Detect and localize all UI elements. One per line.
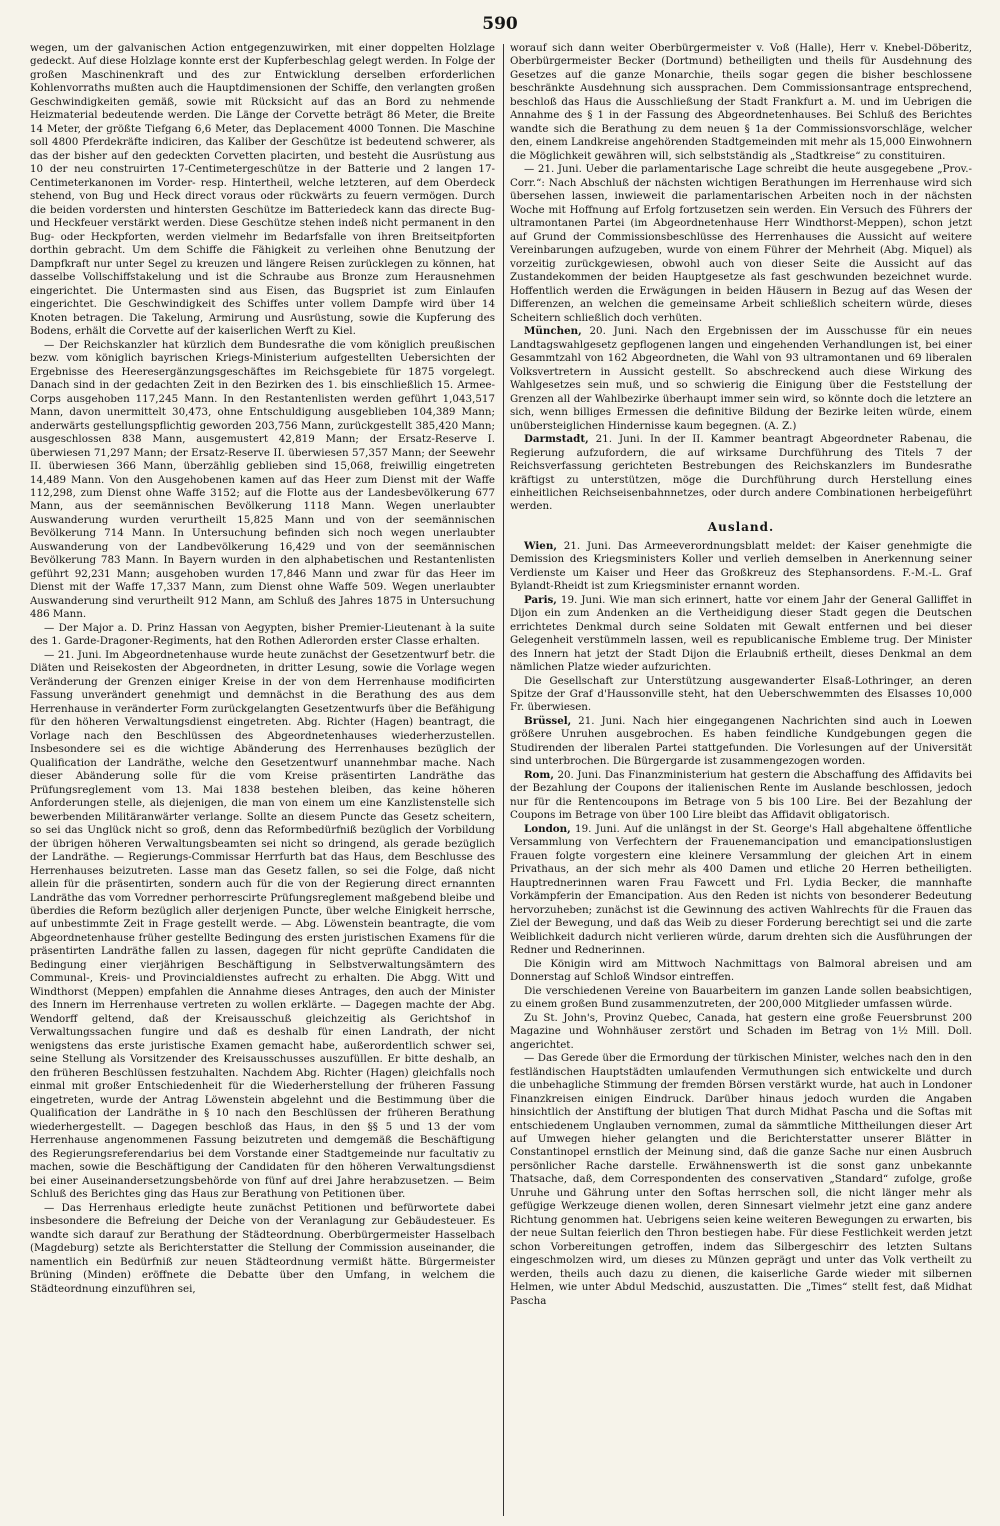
article-paragraph [510, 42, 972, 163]
paragraph-text: — 21. Juni. Im Abgeordnetenhause wurde heute zunächst der Gesetzentwurf betr. die Diäten und Reisekosten der Abgeordneten, in dritter Lesung, sowie die Vorlage wegen Veränderung der Grenzen einiger Kreise in der von dem Herrenhause modificirten Fassung unverändert genehmigt und demnächst in die Berathung des aus dem Herrenhause in veränderter Form zurückgelangten Gesetzentwurfs über die Befähigung für den höheren Verwaltungsdienst eingetreten. Abg. Richter (Hagen) beantragt, die Vorlage nach den Beschlüssen des Abgeordnetenhauses wiederherzustellen. Insbesondere sei es die wichtige Abänderung des Herrenhauses bezüglich der Qualification der Landräthe, welche den Gesetzentwurf unannehmbar mache. Nach dieser Abänderung solle für die vom Kreise präsentirten Landräthe das Prüfungsreglement vom 13. Mai 1838 bestehen bleiben, das keine höheren Anforderungen stelle, als diejenigen, die man von einem um eine Kanzlistenstelle sich bewerbenden Militäranwärter verlange. Sollte an diesem Puncte das Gesetz scheitern, so sei das Unglück nicht so groß, denn das Reformbedürfniß bezüglich der Vorbildung der übrigen höheren Verwaltungsbeamten sei nicht so dringend, als gerade bezüglich der Landräthe. — Regierungs-Commissar Herrfurth bat das Haus, dem Beschlusse des Herrenhauses beizutreten. Lasse man das Gesetz fallen, so sei die Folge, daß nicht allein für die präsentirten, sondern auch für die von der Regierung direct ernannten Landräthe das vom Vorredner perhorrescirte Prüfungsreglement maßgebend bleibe und überdies die Reform bezüglich aller derjenigen Puncte, über welche Einigkeit herrsche, auf unbestimmte Zeit in Frage gestellt werde. — Abg. Löwenstein beantragte, die vom Abgeordnetenhause früher gestellte Bedingung des ersten juristischen Examens für die präsentirten Landräthe fallen zu lassen, dagegen für nicht geprüfte Candidaten die Bedingung einer vierjährigen Beschäftigung in Selbstverwaltungsämtern des Communal-, Kreis- und Provincialdienstes aufrecht zu erhalten. Die Abgg. Witt und Windthorst (Meppen) empfahlen die Annahme dieses Antrages, den auch der Minister des Innern im Herrenhause vertreten zu wollen erklärte. — Dagegen machte der Abg. Wendorff geltend, daß der Kreisausschuß gleichzeitig als Gerichtshof in Verwaltungssachen fungire und daß es deshalb für einen Landrath, der nicht wenigstens das erste juristische Examen gemacht habe, außerordentlich schwer sei, seine Stellung als Vorsitzender des Kreisausschusses auszufüllen. Er bitte deshalb, an den früheren Beschlüssen festzuhalten. Nachdem Abg. Richter (Hagen) gleichfalls noch einmal mit großer Entschiedenheit für die Wiederherstellung der früheren Fassung eingetreten, wurde der Antrag Löwenstein abgelehnt und die Bestimmung über die Qualification der Landräthe in § 10 nach den Beschlüssen der früheren Berathung wiederhergestellt. — Dagegen beschloß das Haus, in den §§ 5 und 13 der vom Herrenhause angenommenen Fassung beizutreten und demgemäß die Beschäftigung des Regierungsreferendarius bei dem Vorstande einer Stadtgemeinde nur facultativ zu machen, sowie die Beschäftigung der Candidaten für den höheren Verwaltungsdienst bei einer Auseinandersetzungsbehörde von fünf auf drei Jahre herabzusetzen. — Beim Schluß des Berichtes ging das Haus zur Berathung von Petitionen über. [30, 648, 495, 1201]
paragraph-text: Zu St. John's, Provinz Quebec, Canada, hat gestern eine große Feuersbrunst 200 Magazine und Wohnhäuser zerstört und Schaden im Betrag von 1½ Mill. Doll. angerichtet. [510, 1011, 972, 1051]
article-paragraph [510, 769, 972, 823]
paragraph-text: — 21. Juni. Ueber die parlamentarische Lage schreibt die heute ausgegebene „Prov.-Corr.“: Nach Abschluß der nächsten wichtigen Berathungen im Herrenhause wird sich übersehen lassen, inwieweit die parlamentarischen Arbeiten noch in der nächsten Woche mit Hoffnung auf Erfolg fortzusetzen sein werden. Ein Versuch des Führers der ultramontanen Partei (im Abgeordnetenhause Herr Windthorst-Meppen), schon jetzt auf Grund der Commissionsbeschlüsse des Herrenhauses die Aussicht auf weitere Vereinbarungen aufzugeben, wurde von einem Führer der Mehrheit (Abg. Miquel) als vorzeitig zurückgewiesen, obwohl auch von dieser Seite die Aussicht auf das Zustandekommen der beiden Hauptgesetze als fast geschwunden bezeichnet wurde. Hoffentlich werden die Erwägungen in beiden Häusern in Bezug auf das Wesen der Differenzen, an welchen die gemeinsame Arbeit schließlich scheitern würde, dieses Scheitern schließlich doch verhüten. [510, 163, 972, 324]
article-paragraph [510, 433, 972, 514]
article-paragraph [510, 325, 972, 433]
paragraph-text: 21. Juni. Das Armeeverordnungsblatt meldet: der Kaiser genehmigte die Demission des Kriegsministers Koller und verlieh demselben in Anerkennung seiner Verdienste um Kaiser und Heer das Großkreuz des Stephansordens. F.-M.-L. Graf Bylandt-Rheidt ist zum Kriegsminister ernannt worden. [510, 539, 972, 593]
paragraph-text: 20. Juni. Nach den Ergebnissen der im Ausschusse für ein neues Landtagswahlgesetz gepflogenen langen und eingehenden Verhandlungen ist, bei einer Gesammtzahl von 162 Abgeordneten, die Wahl von 93 ultramontanen und 69 liberalen Volksvertretern in Aussicht gestellt. So abschreckend auch diese Wirkung des Wahlgesetzes sein muß, und so schwierig die Einigung über die Feststellung der Grenzen all der Wahlbezirke überhaupt immer sein wird, so könnte doch die letztere an sich, wenn billiges Ermessen die definitive Bildung der Bezirke leiten würde, einem unübersteiglichen Hindernisse kaum begegnen. (A. Z.) [510, 325, 972, 432]
section-heading: Ausland. [707, 519, 775, 534]
dateline-place: London, [524, 822, 571, 835]
paragraph-text: — Das Herrenhaus erledigte heute zunächst Petitionen und befürwortete dabei insbesondere die Befreiung der Deiche von der Veranlagung zur Gebäudesteuer. Es wandte sich darauf zur Berathung der Städteordnung. Oberbürgermeister Hasselbach (Magdeburg) setzte als Berichterstatter die Stellung der Commission auseinander, die namentlich ein Bedürfniß zur neuen Städteordnung vermißt hätte. Bürgermeister Brüning (Minden) eröffnete die Debatte über den Umfang, in welchem die Städteordnung einzuführen sei, [30, 1201, 495, 1295]
paragraph-text: wegen, um der galvanischen Action entgegenzuwirken, mit einer doppelten Holzlage gedeckt. Auf diese Holzlage konnte erst der Kupferbeschlag gelegt werden. In Folge der großen Maschinenkraft und des zur Entwicklung derselben erforderlichen Kohlenvorraths mußten auch die Hauptdimensionen der Schiffe, den verlangten großen Geschwindigkeiten gemäß, sowie mit Rücksicht auf das an Bord zu nehmende Heizmaterial bedeutende werden. Die Länge der Corvette beträgt 86 Meter, die Breite 14 Meter, der größte Tiefgang 6,6 Meter, das Deplacement 4000 Tonnen. Die Maschine soll 4800 Pferdekräfte indiciren, das Kaliber der Geschütze ist bedeutend schwerer, als das der bisher auf den gedeckten Corvetten placirten, und besteht die Ausrüstung aus 10 der neu construirten 17-Centimetergeschütze in der Batterie und 2 langen 17-Centimeterkanonen im Vorder- resp. Hintertheil, welche letzteren, auf dem Oberdeck stehend, von Bug und Heck direct voraus oder rückwärts zu feuern vermögen. Durch die beiden vordersten und hintersten Geschütze im Batteriedeck kann das directe Bug- und Heckfeuer verstärkt werden. Diese Geschütze stehen indeß nicht permanent in den Bug- oder Heckpforten, werden vielmehr im Bedarfsfalle von ihren Breitseitpforten dorthin gebracht. Um dem Schiffe die Fähigkeit zu verleihen ohne Benutzung der Dampfkraft nur unter Segel zu kreuzen und längere Reisen zurücklegen zu können, hat dasselbe Vollschiffstakelung und ist die Schraube aus Bronze zum Herausnehmen eingerichtet. Die Untermasten sind aus Eisen, das Bugspriet ist zum Einlaufen eingerichtet. Die Geschwindigkeit des Schiffes unter vollem Dampfe wird über 14 Knoten betragen. Die Takelung, Armirung und Ausrüstung, sowie die Kupferung des Bodens, erhält die Corvette auf der kaiserlichen Werft zu Kiel. [30, 42, 495, 338]
paragraph-text: 20. Juni. Das Finanzministerium hat gestern die Abschaffung des Affidavits bei der Bezahlung der Coupons der italienischen Rente im Auslande beschlossen, jedoch nur für die Rentencoupons im Betrage von 5 bis 100 Lire. Bei der Bezahlung der Coupons im Betrage von über 100 Lire bleibt das Affidavit obligatorisch. [510, 768, 972, 822]
article-paragraph [510, 163, 972, 325]
paragraph-text: 19. Juni. Auf die unlängst in der St. George's Hall abgehaltene öffentliche Versammlung von Verfechtern der Frauenemancipation und emancipationslustigen Frauen folgte vorgestern eine kleinere Versammlung der gleichen Art in einem Privathaus, an der sich mehr als 400 Damen und etliche 20 Herren betheiligten. Hauptrednerinnen waren Frau Fawcett und Frl. Lydia Becker, die mannhafte Vorkämpferin der Emancipation. Aus den Reden ist nichts von besonderer Bedeutung hervorzuheben; zunächst ist die Gewinnung des activen Wahlrechts für die Frauen das Ziel der Bewegung, und daß das Weib zu dieser Forderung berechtigt sei und die zarte Weiblichkeit dadurch nicht verlieren würde, darum drehten sich die Ausführungen der Redner und Rednerinnen. [510, 822, 972, 957]
article-paragraph [510, 823, 972, 958]
article-paragraph [30, 649, 495, 1202]
article-paragraph [510, 540, 972, 594]
article-paragraph [30, 1202, 495, 1296]
dateline-place: Brüssel, [524, 714, 572, 727]
column-divider [503, 44, 504, 1516]
left-column [30, 42, 495, 1518]
dateline-place: München, [524, 325, 582, 338]
article-paragraph [30, 42, 495, 339]
dateline-place: Paris, [524, 593, 557, 606]
article-paragraph [510, 1052, 972, 1308]
right-column [510, 42, 972, 1518]
article-paragraph [510, 985, 972, 1012]
page-number: 590 [482, 14, 518, 34]
paragraph-text: 21. Juni. In der II. Kammer beantragt Abgeordneter Rabenau, die Regierung aufzufordern, die auf wirksame Durchführung des Titels 7 der Reichsverfassung gerichteten Bestrebungen des Reichskanzlers im Bundesrathe kräftigst zu unterstützen, möge die Durchführung durch Herstellung eines einheitlichen Reichseisenbahnnetzes, oder durch andere Combinationen herbeigeführt werden. [510, 433, 972, 513]
article-paragraph [510, 958, 972, 985]
paragraph-text: — Der Major a. D. Prinz Hassan von Aegypten, bisher Premier-Lieutenant à la suite des 1. Garde-Dragoner-Regiments, hat den Rothen Adlerorden erster Classe erhalten. [30, 621, 495, 648]
article-paragraph [510, 1012, 972, 1052]
article-paragraph [510, 675, 972, 715]
paragraph-text: Die verschiedenen Vereine von Bauarbeitern im ganzen Lande sollen beabsichtigen, zu einem großen Bund zusammenzutreten, der 200,000 Mitglieder umfassen würde. [510, 984, 972, 1011]
article-paragraph [510, 594, 972, 675]
dateline-place: Darmstadt, [524, 433, 589, 446]
paragraph-text: — Der Reichskanzler hat kürzlich dem Bundesrathe die vom königlich preußischen bezw. vom königlich bayrischen Kriegs-Ministerium aufgestellten Uebersichten der Ergebnisse des Heeresergänzungsgeschäftes im Reichsgebiete für 1875 vorgelegt. Danach sind in der gedachten Zeit in den Bezirken des 1. bis einschließlich 15. Armee-Corps ausgehoben 117,245 Mann. In den Restantenlisten werden geführt 1,043,517 Mann, davon unermittelt 30,473, ohne Entschuldigung ausgeblieben 104,389 Mann; anderwärts gestellungspflichtig geworden 203,756 Mann, zurückgestellt 385,420 Mann; ausgeschlossen 838 Mann, ausgemustert 42,819 Mann; der Ersatz-Reserve I. überwiesen 71,297 Mann; der Ersatz-Reserve II. überwiesen 57,357 Mann; der Seewehr II. überwiesen 366 Mann, überzählig geblieben sind 15,068, freiwillig eingetreten 14,489 Mann. Von den Ausgehobenen kamen auf das Heer zum Dienst mit der Waffe 112,298, zum Dienst ohne Waffe 3152; auf die Flotte aus der Landesbevölkerung 677 Mann, aus der seemännischen Bevölkerung 1118 Mann. Wegen unerlaubter Auswanderung wurden verurtheilt 15,825 Mann und von der seemännischen Bevölkerung 714 Mann. In Untersuchung befinden sich noch wegen unerlaubter Auswanderung von der Landbevölkerung 16,429 und von der seemännischen Bevölkerung 783 Mann. In Bayern wurden in den alphabetischen und Restantenlisten geführt 92,231 Mann; ausgehoben wurden 17,846 Mann und zwar für das Heer im Dienst mit der Waffe 17,337 Mann, zum Dienst ohne Waffe 509. Wegen unerlaubter Auswanderung sind verurtheilt 912 Mann, am Schluß des Jahres 1875 in Untersuchung 486 Mann. [30, 338, 495, 621]
dateline-place: Wien, [524, 539, 557, 552]
dateline-place: Rom, [524, 768, 554, 781]
article-paragraph [510, 715, 972, 769]
paragraph-text: 21. Juni. Nach hier eingegangenen Nachrichten sind auch in Loewen größere Unruhen ausgebrochen. Es haben feindliche Kundgebungen gegen die Studirenden der liberalen Partei stattgefunden. Die Vorlesungen auf der Universität sind unterbrochen. Die Bürgergarde ist zusammengezogen worden. [510, 714, 972, 768]
paragraph-text: — Das Gerede über die Ermordung der türkischen Minister, welches nach den in den festländischen Hauptstädten umlaufenden Vermuthungen sich entwickelte und durch die unbehagliche Stimmung der fremden Börsen verstärkt wurde, hat auch in Londoner Finanzkreisen einigen Eindruck. Darüber hinaus jedoch wurden die Angaben hinsichtlich der Anstiftung der blutigen That durch Midhat Pascha und die Softas mit entschiedenem Unglauben vernommen, zumal da sämmtliche Mittheilungen dieser Art auf Umwegen hieher gelangten und die Berichterstatter unserer Blätter in Constantinopel ernstlich der Meinung sind, daß die ganze Sache nur einen Ausbruch persönlicher Rache darstelle. Erwähnenswerth ist die sonst ganz unbekannte Thatsache, daß, dem Correspondenten des conservativen „Standard“ zufolge, große Unruhe und Gährung unter den Softas herrschen soll, die nicht länger mehr als gefügige Werkzeuge dienen wollen, deren Sinnesart vielmehr jetzt eine ganz andere Richtung genommen hat. Uebrigens seien keine weiteren Bewegungen zu erwarten, bis der neue Sultan feierlich den Thron bestiegen habe. Für diese Festlichkeit werden jetzt schon Vorbereitungen getroffen, indem das Silbergeschirr des letzten Sultans eingeschmolzen wird, um dieses zu Münzen geprägt und unter das Volk vertheilt zu werden, theils auch dazu zu dienen, die kaiserliche Garde wieder mit silbernen Helmen, wie unter Abdul Medschid, auszustatten. Die „Times“ stellt fest, daß Midhat Pascha [510, 1052, 972, 1307]
paragraph-text: 19. Juni. Wie man sich erinnert, hatte vor einem Jahr der General Galliffet in Dijon ein zum Andenken an die Vertheidigung dieser Stadt gegen die Deutschen errichtetes Denkmal durch seine Soldaten mit Gewalt entfernen und bei dieser Gelegenheit verstümmeln lassen, weil es republicanische Embleme trug. Der Minister des Innern hat jetzt der Stadt Dijon die Erlaubniß ertheilt, dieses Denkmal an dem nämlichen Platze wieder aufzurichten. [510, 593, 972, 674]
article-paragraph [30, 622, 495, 649]
article-paragraph [30, 339, 495, 622]
paragraph-text: worauf sich dann weiter Oberbürgermeister v. Voß (Halle), Herr v. Knebel-Döberitz, Oberbürgermeister Becker (Dortmund) betheiligten und theils für Ausdehnung des Gesetzes auf die ganze Monarchie, theils sogar gegen die bisher beschlossene beschränkte Ausdehnung sich aussprachen. Dem Commissionsantrage entsprechend, beschloß das Haus die Ausschließung der Stadt Frankfurt a. M. und im Uebrigen die Annahme des § 1 in der Fassung des Abgeordnetenhauses. Bei Schluß des Berichtes wandte sich die Berathung zu dem neuen § 1a der Commissionsvorschläge, welcher den, einem Landkreise angehörenden Stadtgemeinden mit mehr als 15,000 Einwohnern die Möglichkeit gewähren will, sich selbstständig als „Stadtkreise“ zu constituiren. [510, 42, 972, 162]
paragraph-text: Die Königin wird am Mittwoch Nachmittags von Balmoral abreisen und am Donnerstag auf Schloß Windsor eintreffen. [510, 957, 972, 984]
paragraph-text: Die Gesellschaft zur Unterstützung ausgewanderter Elsaß-Lothringer, an deren Spitze der Graf d'Haussonville steht, hat den Ueberschwemmten des Elsasses 10,000 Fr. überwiesen. [510, 674, 972, 714]
